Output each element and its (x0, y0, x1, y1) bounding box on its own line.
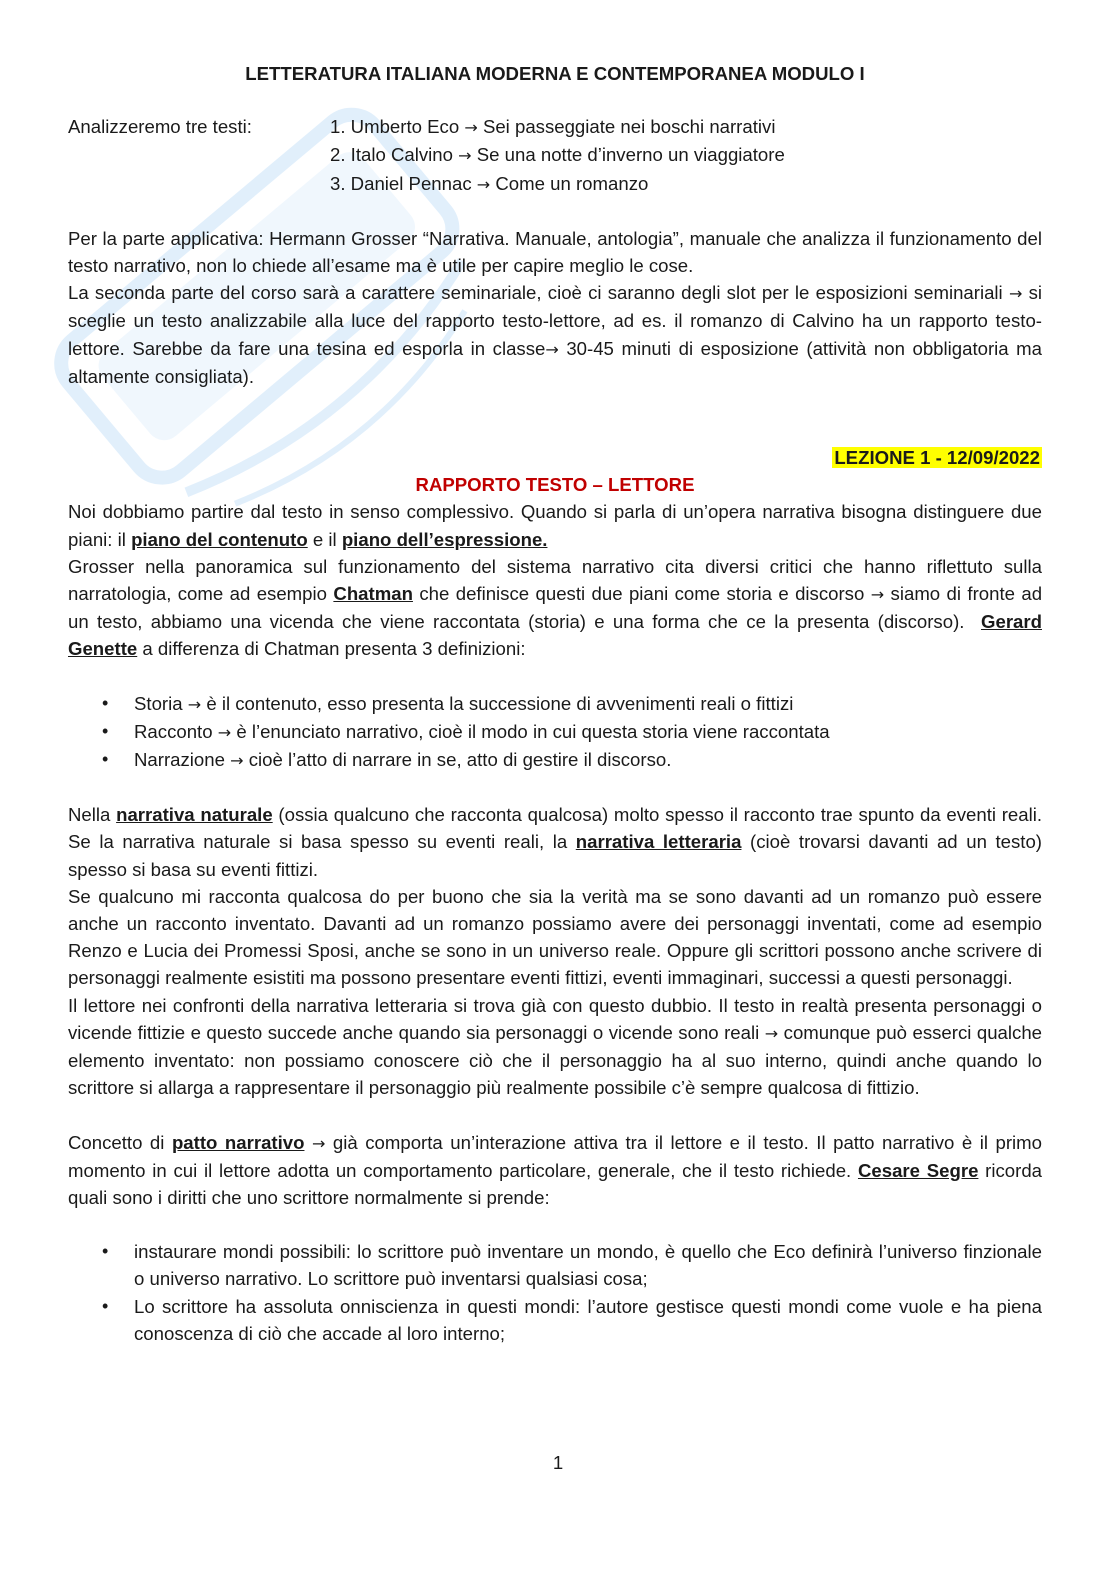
arrow-icon: → (187, 694, 202, 714)
bullet-icon: • (102, 1295, 109, 1316)
list-item: 3. Daniel Pennac → Come un romanzo (330, 172, 649, 194)
page-number: 1 (552, 1452, 564, 1473)
paragraph-romanzo: Se qualcuno mi racconta qualcosa do per buono che sia la verità ma se sono davanti ad un romanzo può essere anche un racconto inventato. Davanti ad un romanzo possiamo avere dei personaggi inventati, come ad esempio Renzo e Lucia dei Promessi Sposi, anche se sono in un universo reale. Oppure gli scrittori possono anche scrivere di personaggi realmente esistiti ma possono presentare eventi fittizi, eventi immaginari, successi a questi personaggi. (68, 885, 1042, 989)
list-item: • Racconto → è l’enunciato narrativo, cioè il modo in cui questa storia viene raccontata (134, 718, 1042, 746)
paragraph-narrativa: Nella narrativa naturale (ossia qualcuno che racconta qualcosa) molto spesso il racconto trae spunto da eventi reali. Se la narrativa naturale si basa spesso su eventi reali, la narrativa letteraria (cioè trovarsi davanti ad un testo) spesso si basa su eventi fittizi. (68, 804, 1042, 880)
list-item: • Narrazione → cioè l’atto di narrare in se, atto di gestire il discorso. (134, 746, 1042, 774)
document-page (68, 60, 1042, 1347)
paragraph-applicativa: Per la parte applicativa: Hermann Grosser “Narrativa. Manuale, antologia”, manuale che analizza il funzionamento del testo narrativo, non lo chiede all’esame ma è utile per capire meglio le cose. (68, 227, 1042, 277)
bullet-icon: • (102, 749, 109, 770)
arrow-icon: → (1008, 284, 1023, 304)
list-item: 2. Italo Calvino → Se una notte d’inverno un viaggiatore (330, 144, 785, 166)
definitions-list (68, 690, 1042, 775)
paragraph-patto: Concetto di patto narrativo → già comporta un’interazione attiva tra il lettore e il testo. Il patto narrativo è il primo momento in cui il lettore adotta un comportamento particolare, generale, che il testo richiede. Cesare Segre ricorda quali sono i diritti che uno scrittore normalmente si prende: (68, 1131, 1043, 1208)
list-item: • Storia → è il contenuto, esso presenta la successione di avvenimenti reali o fittizi (134, 690, 1042, 718)
intro-texts (68, 113, 1042, 198)
rights-list (68, 1238, 1042, 1347)
paragraph-piani: Noi dobbiamo partire dal testo in senso complessivo. Quando si parla di un’opera narrativa bisogna distinguere due piani: il piano del contenuto e il piano dell’espressione. (68, 501, 1042, 550)
arrow-icon: → (870, 585, 885, 605)
document-title: LETTERATURA ITALIANA MODERNA E CONTEMPORANEA MODULO I (245, 63, 865, 84)
bullet-icon: • (102, 1241, 109, 1262)
list-item: • Lo scrittore ha assoluta onniscienza in questi mondi: l’autore gestisce questi mondi come vuole e ha piena conoscenza di ciò che accade al loro interno; (134, 1293, 1042, 1347)
bullet-icon: • (102, 692, 109, 713)
section-title: RAPPORTO TESTO – LETTORE (415, 474, 695, 496)
intro-label: Analizzeremo tre testi: (68, 116, 252, 138)
arrow-icon: → (764, 1023, 779, 1043)
paragraph-grosser: Grosser nella panoramica sul funzionamento del sistema narrativo cita diversi critici che hanno riflettuto sulla narratologia, come ad esempio Chatman che definisce questi due piani come storia e discorso → siamo di fronte ad un testo, abbiamo una vicenda che viene raccontata (storia) e una forma che ce la presenta (discorso). Gerard Genette a differenza di Chatman presenta 3 definizioni: (68, 555, 1043, 660)
arrow-icon: → (217, 722, 232, 742)
arrow-icon: → (476, 174, 491, 194)
paragraph-seminari: La seconda parte del corso sarà a carattere seminariale, cioè ci saranno degli slot per le esposizioni seminariali → si sceglie un testo analizzabile alla luce del rapporto testo-lettore, ad es. il romanzo di Calvino ha un rapporto testo-lettore. Sarebbe da fare una tesina ed esporla in classe→ 30-45 minuti di esposizione (attività non obbligatoria ma altamente consigliata). (68, 282, 1043, 387)
arrow-icon: → (464, 118, 478, 138)
texts-list (330, 113, 785, 198)
arrow-icon: → (458, 146, 472, 166)
bullet-icon: • (102, 720, 109, 741)
arrow-icon: → (230, 751, 244, 771)
arrow-icon: → (545, 339, 559, 359)
list-item: 1. Umberto Eco → Sei passeggiate nei boschi narrativi (330, 116, 776, 138)
lesson-label: LEZIONE 1 - 12/09/2022 (834, 447, 1040, 469)
arrow-icon: → (311, 1133, 326, 1153)
list-item: • instaurare mondi possibili: lo scrittore può inventare un mondo, è quello che Eco definirà l’universo finzionale o universo narrativo. Lo scrittore può inventarsi qualsiasi cosa; (134, 1238, 1042, 1292)
paragraph-lettore: Il lettore nei confronti della narrativa letteraria si trova già con questo dubbio. Il testo in realtà presenta personaggi o vicende fittizie e questo succede anche quando sia personaggi o vicende sono reali → comunque può esserci qualche elemento inventato: non possiamo conoscere ciò che il personaggio ha al suo interno, quindi anche quando lo scrittore si allarga a rappresentare il personaggio più realmente possibile c’è sempre qualcosa di fittizio. (68, 994, 1042, 1099)
